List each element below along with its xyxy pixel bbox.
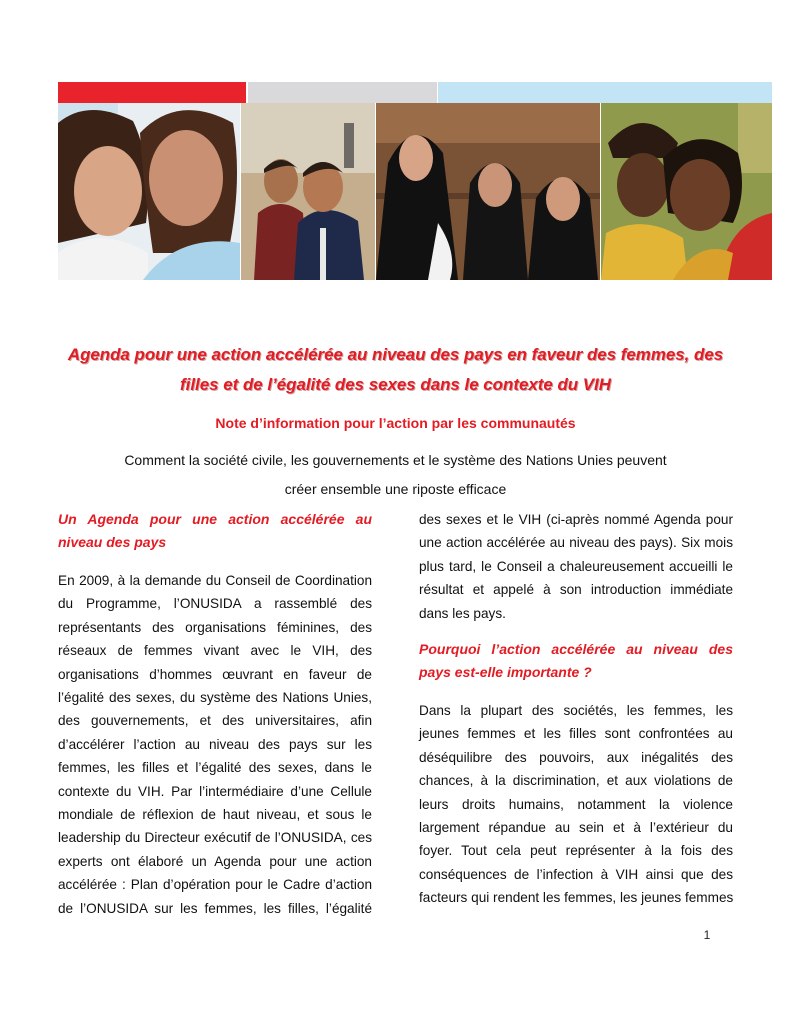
photo-background	[738, 103, 772, 173]
paragraph-line: réseaux de femmes vivant avec le VIH, des	[58, 643, 372, 659]
photo-panel-boys	[241, 103, 375, 280]
document-subtitle: Note d’information pour l’action par les communautés	[215, 415, 576, 431]
left-paragraph	[58, 569, 372, 920]
paragraph-line: des gouvernements, et des universitaires, afin	[58, 713, 372, 729]
document-title	[20, 340, 771, 400]
paragraph-line: chances, à la discrimination, et aux violations de	[419, 773, 733, 789]
page-number: 1	[703, 928, 711, 942]
paragraph-line: une action accélérée au niveau des pays). Six mois	[419, 535, 733, 551]
clothing-stripe	[320, 228, 326, 280]
paragraph-line: d’accélérer l’action au niveau des pays sur les	[58, 736, 372, 752]
background-figure	[344, 123, 354, 168]
photo-panel-african-women	[601, 103, 772, 280]
paragraph-line: des sexes et le VIH (ci-après nommé Agenda pour	[419, 512, 733, 527]
photo-panel-girls	[58, 103, 240, 280]
paragraph-line: de l’ONUSIDA sur les femmes, les filles, l’égalité	[58, 900, 372, 916]
heading-line: Un Agenda pour une action accélérée au	[58, 511, 372, 527]
face	[149, 130, 223, 226]
photo-banner	[58, 103, 772, 280]
face	[478, 163, 512, 207]
paragraph-line: contexte du VIH. Par l’intermédiaire d’une Cellule	[58, 783, 372, 799]
clothing	[294, 210, 364, 280]
intro-text	[20, 446, 771, 504]
right-paragraph-2	[419, 699, 733, 910]
paragraph-line: facteurs qui rendent les femmes, les jeunes femmes	[419, 890, 734, 906]
face	[74, 146, 142, 236]
paragraph-line: jeunes femmes et les filles sont confrontées au	[419, 726, 733, 742]
right-paragraph-1	[419, 508, 733, 625]
paragraph-line: conséquences de l’infection à VIH ainsi que des	[419, 866, 733, 882]
paragraph-line: experts ont élaboré un Agenda pour une action	[58, 853, 372, 869]
heading-line: pays est-elle importante ?	[419, 664, 592, 681]
intro-line: Comment la société civile, les gouvernements et le système des Nations Unies peuvent	[124, 452, 667, 468]
paragraph-line: largement répandue au sein et à l’extérieur du	[419, 820, 733, 836]
left-section-heading	[58, 508, 372, 555]
paragraph-line: dans les pays.	[419, 605, 506, 621]
paragraph-line: foyer. Tout cela peut représenter à la fois des	[419, 843, 733, 859]
header-bar-blue	[438, 82, 772, 103]
paragraph-line: femmes, les filles et l’égalité des sexes, dans le	[58, 760, 372, 776]
paragraph-line: mondiale de réflexion de haut niveau, et sous le	[58, 807, 372, 823]
right-section-heading	[419, 638, 733, 685]
photo-panel-women-hijab	[376, 103, 600, 280]
paragraph-line: En 2009, à la demande du Conseil de Coordination	[58, 573, 372, 588]
intro-line: créer ensemble une riposte efficace	[284, 481, 507, 497]
paragraph-line: l’égalité des sexes, du système des Nations Unies,	[58, 690, 372, 706]
paragraph-line: représentants des organisations féminines, des	[58, 619, 372, 635]
heading-line: niveau des pays	[58, 534, 167, 551]
face	[546, 177, 580, 221]
paragraph-line: leadership du Directeur exécutif de l’ONUSIDA, ces	[58, 830, 372, 846]
paragraph-line: organisations d’hommes œuvrant en faveur de	[58, 666, 372, 682]
header-bar-red	[58, 82, 246, 103]
face	[670, 159, 730, 231]
title-line: Agenda pour une action accélérée au niveau des pays en faveur des femmes, des	[67, 345, 724, 364]
paragraph-line: plus tard, le Conseil a chaleureusement accueilli le	[419, 558, 733, 574]
paragraph-line: résultat et appelé à son introduction immédiate	[419, 582, 733, 598]
face	[617, 153, 669, 217]
paragraph-line: leurs droits humains, notamment la violence	[419, 796, 733, 812]
title-line: filles et de l’égalité des sexes dans le contexte du VIH	[180, 375, 611, 394]
paragraph-line: Dans la plupart des sociétés, les femmes, les	[419, 703, 733, 718]
paragraph-line: déséquilibre des pouvoirs, aux inégalités des	[419, 749, 733, 765]
face	[399, 135, 433, 181]
paragraph-line: du Programme, l’ONUSIDA a rassemblé des	[58, 596, 372, 612]
heading-line: Pourquoi l’action accélérée au niveau des	[419, 641, 733, 657]
paragraph-line: accélérée : Plan d’opération pour le Cadre d’action	[58, 877, 372, 893]
header-bar-gray	[248, 82, 437, 103]
